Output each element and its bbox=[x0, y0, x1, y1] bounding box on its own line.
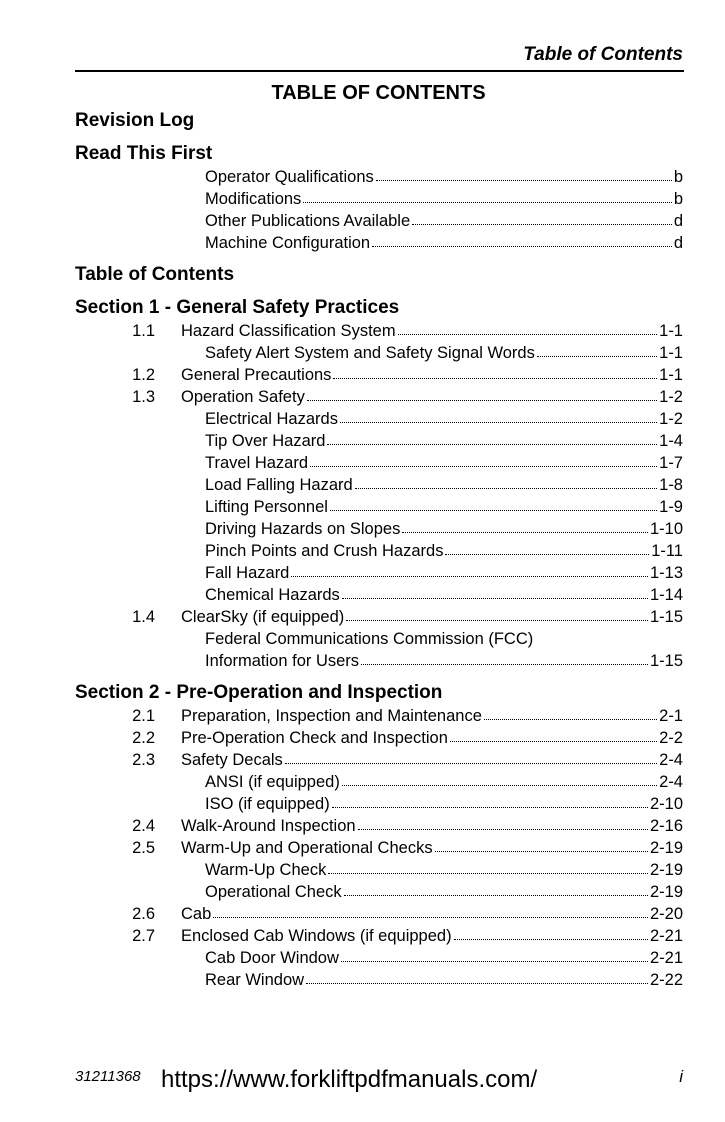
toc-entry-page: b bbox=[673, 168, 683, 186]
toc-entry-page: 1-1 bbox=[659, 366, 683, 384]
toc-entry-page: 1-7 bbox=[659, 454, 683, 472]
toc-entry[interactable] bbox=[132, 815, 683, 837]
toc-entry[interactable] bbox=[132, 837, 683, 859]
dot-leader bbox=[333, 364, 657, 379]
toc-entry[interactable] bbox=[205, 408, 683, 430]
toc-entry-page: 2-2 bbox=[659, 729, 683, 747]
toc-entry-page: 1-10 bbox=[649, 520, 683, 538]
heading-table-of-contents[interactable]: Table of Contents bbox=[75, 264, 235, 285]
dot-leader bbox=[310, 452, 657, 467]
toc-entry-page: 1-15 bbox=[649, 652, 683, 670]
toc-entry-label: Modifications bbox=[205, 190, 302, 208]
toc-entry-page: d bbox=[673, 234, 683, 252]
dot-leader bbox=[213, 903, 648, 918]
dot-leader bbox=[398, 320, 658, 335]
toc-entry-label: Enclosed Cab Windows (if equipped) bbox=[181, 927, 452, 945]
toc-entry-page: 1-4 bbox=[659, 432, 683, 450]
dot-leader bbox=[361, 650, 648, 665]
dot-leader bbox=[412, 210, 672, 225]
toc-entry-label: Safety Decals bbox=[181, 751, 283, 769]
header-divider bbox=[75, 70, 684, 72]
toc-entry-number: 2.5 bbox=[132, 839, 155, 857]
dot-leader bbox=[454, 925, 648, 940]
toc-entry[interactable] bbox=[205, 210, 683, 232]
toc-entry-label: Safety Alert System and Safety Signal Words bbox=[205, 344, 535, 362]
toc-entry-page: 1-14 bbox=[649, 586, 683, 604]
dot-leader bbox=[450, 727, 657, 742]
toc-entry[interactable] bbox=[205, 430, 683, 452]
toc-entry-number: 2.1 bbox=[132, 707, 155, 725]
toc-entry-page: 2-16 bbox=[649, 817, 683, 835]
toc-entry-page: 1-2 bbox=[659, 388, 683, 406]
toc-entry-label: Rear Window bbox=[205, 971, 305, 989]
dot-leader bbox=[358, 815, 648, 830]
toc-entry-page: 1-15 bbox=[649, 608, 683, 626]
toc-entry-number: 1.2 bbox=[132, 366, 155, 384]
toc-entry-label: Federal Communications Commission (FCC) bbox=[205, 630, 534, 648]
toc-entry-page: 2-22 bbox=[649, 971, 683, 989]
dot-leader bbox=[291, 562, 648, 577]
dot-leader bbox=[435, 837, 648, 852]
toc-entry-page: 2-19 bbox=[649, 839, 683, 857]
toc-entry[interactable] bbox=[205, 650, 683, 672]
toc-entry[interactable] bbox=[132, 903, 683, 925]
toc-entry-page: 1-13 bbox=[649, 564, 683, 582]
toc-entry[interactable] bbox=[205, 771, 683, 793]
toc-entry[interactable] bbox=[132, 320, 683, 342]
dot-leader bbox=[376, 166, 672, 181]
toc-entry-label: Travel Hazard bbox=[205, 454, 309, 472]
toc-entry-label: Machine Configuration bbox=[205, 234, 371, 252]
toc-entry[interactable] bbox=[205, 474, 683, 496]
page-header-title: Table of Contents bbox=[523, 44, 683, 65]
heading-revision-log[interactable]: Revision Log bbox=[75, 110, 195, 131]
toc-entry-label: Chemical Hazards bbox=[205, 586, 340, 604]
dot-leader bbox=[355, 474, 657, 489]
footer-page-number: i bbox=[679, 1067, 683, 1086]
toc-entry[interactable] bbox=[132, 705, 683, 727]
toc-entry[interactable] bbox=[205, 496, 683, 518]
toc-entry-label: Tip Over Hazard bbox=[205, 432, 326, 450]
dot-leader bbox=[344, 881, 648, 896]
dot-leader bbox=[346, 606, 648, 621]
toc-entry-label: Electrical Hazards bbox=[205, 410, 338, 428]
dot-leader bbox=[445, 540, 649, 555]
toc-entry-number: 1.3 bbox=[132, 388, 155, 406]
toc-entry[interactable] bbox=[205, 881, 683, 903]
dot-leader bbox=[341, 947, 648, 962]
toc-entry-label: Other Publications Available bbox=[205, 212, 411, 230]
toc-entry-page: 2-1 bbox=[659, 707, 683, 725]
toc-entry-page: 1-1 bbox=[659, 322, 683, 340]
dot-leader bbox=[332, 793, 648, 808]
toc-entry[interactable] bbox=[205, 540, 683, 562]
toc-entry-label: Lifting Personnel bbox=[205, 498, 328, 516]
heading-section-1[interactable]: Section 1 - General Safety Practices bbox=[75, 297, 400, 318]
toc-entry[interactable] bbox=[132, 925, 683, 947]
toc-entry[interactable] bbox=[205, 166, 683, 188]
footer-url-link[interactable]: https://www.forkliftpdfmanuals.com/ bbox=[161, 1066, 538, 1093]
dot-leader bbox=[307, 386, 657, 401]
toc-entry[interactable] bbox=[205, 562, 683, 584]
toc-entry[interactable] bbox=[205, 188, 683, 210]
toc-entry-page: 2-19 bbox=[649, 883, 683, 901]
dot-leader bbox=[330, 496, 657, 511]
toc-entry-page: 1-9 bbox=[659, 498, 683, 516]
toc-entry-label: Driving Hazards on Slopes bbox=[205, 520, 401, 538]
heading-section-2[interactable]: Section 2 - Pre-Operation and Inspection bbox=[75, 682, 443, 703]
toc-entry-page: 2-21 bbox=[649, 949, 683, 967]
dot-leader bbox=[537, 342, 657, 357]
toc-entry-label: Pinch Points and Crush Hazards bbox=[205, 542, 444, 560]
toc-entry-page: 2-21 bbox=[649, 927, 683, 945]
toc-entry-label: General Precautions bbox=[181, 366, 332, 384]
toc-entry-page: b bbox=[673, 190, 683, 208]
toc-entry-label: Cab Door Window bbox=[205, 949, 339, 967]
toc-entry[interactable] bbox=[205, 947, 683, 969]
toc-entry-number: 2.7 bbox=[132, 927, 155, 945]
toc-entry[interactable] bbox=[132, 386, 683, 408]
toc-entry-label: Fall Hazard bbox=[205, 564, 290, 582]
dot-leader bbox=[306, 969, 648, 984]
toc-entry-label: ANSI (if equipped) bbox=[205, 773, 340, 791]
toc-entry-label: Information for Users bbox=[205, 652, 360, 670]
toc-entry-page: 2-4 bbox=[659, 773, 683, 791]
toc-entry-page: 1-8 bbox=[659, 476, 683, 494]
toc-entry-label: ClearSky (if equipped) bbox=[181, 608, 345, 626]
toc-entry-page: 2-10 bbox=[649, 795, 683, 813]
toc-entry[interactable] bbox=[205, 232, 683, 254]
toc-entry-number: 1.1 bbox=[132, 322, 155, 340]
toc-entry-label: Load Falling Hazard bbox=[205, 476, 353, 494]
dot-leader bbox=[303, 188, 672, 203]
toc-entry[interactable] bbox=[132, 749, 683, 771]
dot-leader bbox=[340, 408, 657, 423]
toc-entry-label: Hazard Classification System bbox=[181, 322, 396, 340]
toc-entry-page: 2-19 bbox=[649, 861, 683, 879]
toc-entry[interactable] bbox=[132, 364, 683, 386]
toc-entry-page: 1-1 bbox=[659, 344, 683, 362]
toc-entry[interactable] bbox=[205, 518, 683, 540]
dot-leader bbox=[327, 430, 657, 445]
toc-entry[interactable] bbox=[205, 969, 683, 991]
toc-entry[interactable] bbox=[205, 628, 683, 650]
toc-entry-label: Pre-Operation Check and Inspection bbox=[181, 729, 448, 747]
toc-entry-page: 1-2 bbox=[659, 410, 683, 428]
dot-leader bbox=[285, 749, 657, 764]
toc-entry-page: d bbox=[673, 212, 683, 230]
toc-entry[interactable] bbox=[205, 342, 683, 364]
toc-entry-label: Preparation, Inspection and Maintenance bbox=[181, 707, 482, 725]
toc-entry-number: 2.4 bbox=[132, 817, 155, 835]
toc-entry[interactable] bbox=[205, 584, 683, 606]
toc-entry-label: Operation Safety bbox=[181, 388, 305, 406]
toc-entry-label: Walk-Around Inspection bbox=[181, 817, 356, 835]
toc-entry-page: 1-11 bbox=[651, 542, 683, 560]
dot-leader bbox=[342, 771, 657, 786]
dot-leader bbox=[328, 859, 648, 874]
toc-entry-number: 2.2 bbox=[132, 729, 155, 747]
document-title: TABLE OF CONTENTS bbox=[271, 82, 486, 104]
dot-leader bbox=[402, 518, 648, 533]
toc-entry-page: 2-20 bbox=[649, 905, 683, 923]
toc-entry-label: Warm-Up Check bbox=[205, 861, 327, 879]
dot-leader bbox=[372, 232, 672, 247]
toc-entry[interactable] bbox=[132, 727, 683, 749]
toc-entry-page: 2-4 bbox=[659, 751, 683, 769]
dot-leader bbox=[484, 705, 657, 720]
toc-entry-label: Cab bbox=[181, 905, 212, 923]
toc-entry[interactable] bbox=[205, 452, 683, 474]
toc-entry-number: 2.6 bbox=[132, 905, 155, 923]
toc-entry-number: 1.4 bbox=[132, 608, 155, 626]
footer-document-number: 31211368 bbox=[75, 1068, 141, 1085]
toc-entry[interactable] bbox=[205, 859, 683, 881]
toc-entry-label: Warm-Up and Operational Checks bbox=[181, 839, 433, 857]
toc-entry-label: Operational Check bbox=[205, 883, 342, 901]
toc-entry-label: ISO (if equipped) bbox=[205, 795, 330, 813]
dot-leader bbox=[342, 584, 648, 599]
toc-entry[interactable] bbox=[132, 606, 683, 628]
heading-read-this-first[interactable]: Read This First bbox=[75, 143, 213, 164]
toc-entry-label: Operator Qualifications bbox=[205, 168, 374, 186]
toc-entry-number: 2.3 bbox=[132, 751, 155, 769]
toc-entry[interactable] bbox=[205, 793, 683, 815]
